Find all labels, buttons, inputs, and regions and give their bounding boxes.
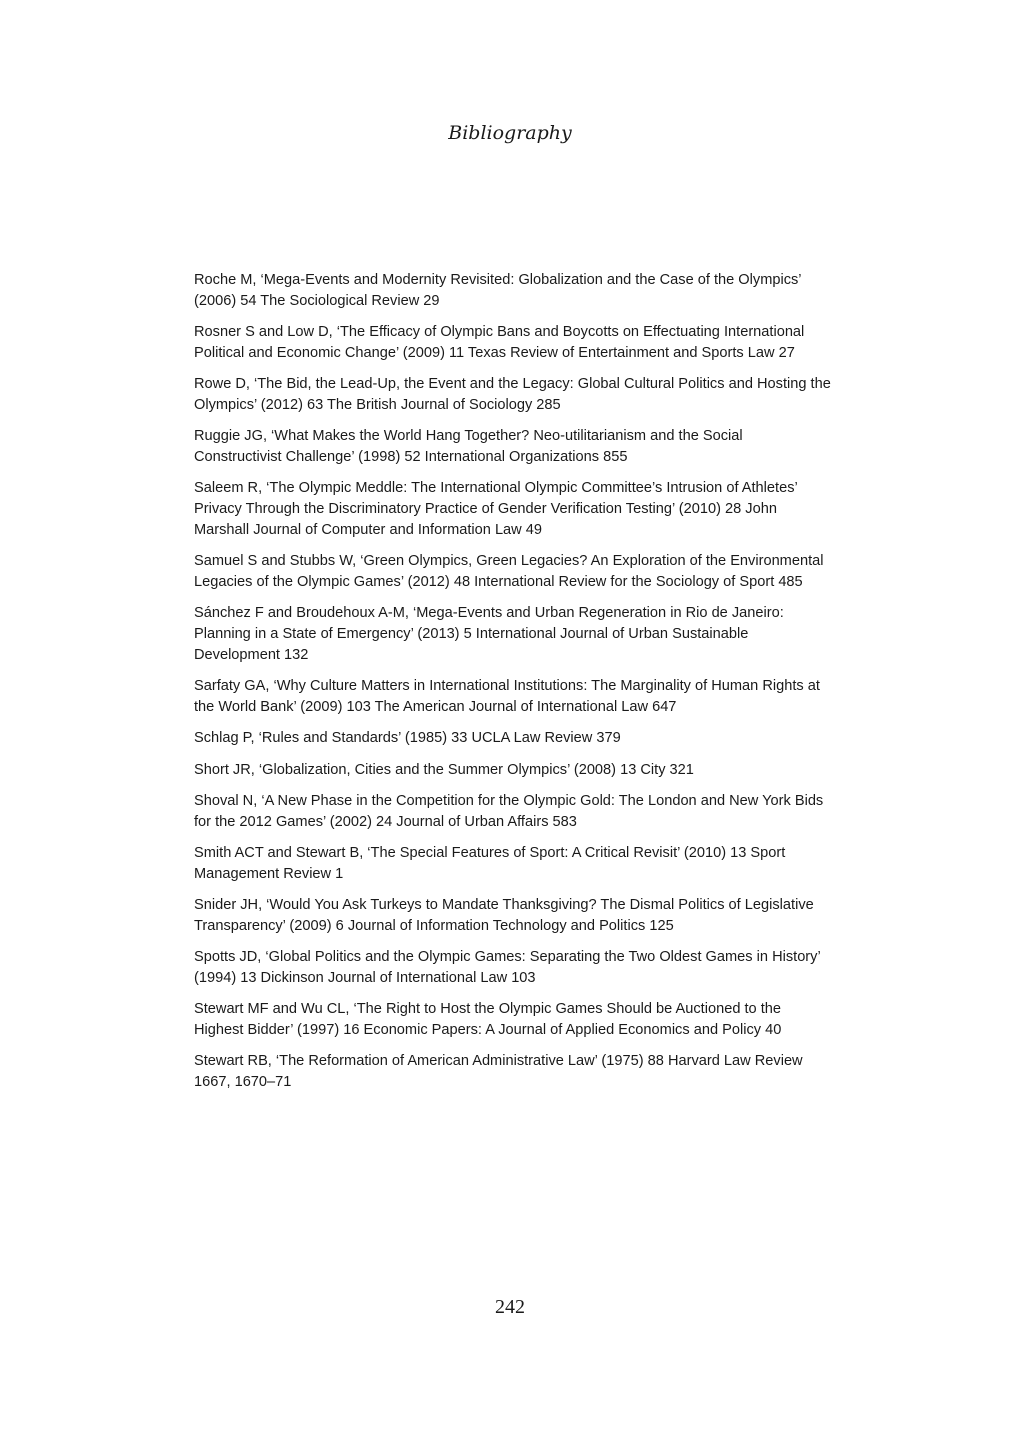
running-title: Bibliography xyxy=(448,122,572,144)
bibliography-list xyxy=(194,270,834,1104)
bibliography-entry: Stewart RB, ‘The Reformation of American Administrative Law’ (1975) 88 Harvard Law Review 1667, 1670–71 xyxy=(194,1053,803,1091)
bibliography-entry: Short JR, ‘Globalization, Cities and the Summer Olympics’ (2008) 13 City 321 xyxy=(194,761,694,778)
bibliography-entry: Saleem R, ‘The Olympic Meddle: The International Olympic Committee’s Intrusion of Athletes’ Privacy Through the Discriminatory Practice of Gender Verification Testing’ (2010) 28 John Marshall Journal of Computer and Information Law 49 xyxy=(194,480,798,538)
bibliography-entry: Sarfaty GA, ‘Why Culture Matters in International Institutions: The Marginality of Human Rights at the World Bank’ (2009) 103 The American Journal of International Law 647 xyxy=(194,678,820,716)
page-number: 242 xyxy=(495,1296,525,1318)
bibliography-entry: Snider JH, ‘Would You Ask Turkeys to Mandate Thanksgiving? The Dismal Politics of Legislative Transparency’ (2009) 6 Journal of Information Technology and Politics 125 xyxy=(194,897,814,934)
bibliography-entry: Rosner S and Low D, ‘The Efficacy of Olympic Bans and Boycotts on Effectuating International Political and Economic Change’ (2009) 11 Texas Review of Entertainment and Sports Law 27 xyxy=(194,324,805,361)
bibliography-entry: Roche M, ‘Mega-Events and Modernity Revisited: Globalization and the Case of the Olympics’ (2006) 54 The Sociological Review 29 xyxy=(194,272,802,309)
bibliography-entry: Stewart MF and Wu CL, ‘The Right to Host the Olympic Games Should be Auctioned to the Highest Bidder’ (1997) 16 Economic Papers: A Journal of Applied Economics and Policy 40 xyxy=(194,1001,782,1039)
bibliography-entry: Schlag P, ‘Rules and Standards’ (1985) 33 UCLA Law Review 379 xyxy=(194,730,621,747)
bibliography-entry: Samuel S and Stubbs W, ‘Green Olympics, Green Legacies? An Exploration of the Environmental Legacies of the Olympic Games’ (2012) 48 International Review for the Sociology of Sport 485 xyxy=(194,553,824,591)
bibliography-entry: Spotts JD, ‘Global Politics and the Olympic Games: Separating the Two Oldest Games in History’ (1994) 13 Dickinson Journal of International Law 103 xyxy=(194,949,821,987)
bibliography-entry: Ruggie JG, ‘What Makes the World Hang Together? Neo-utilitarianism and the Social Constructivist Challenge’ (1998) 52 International Organizations 855 xyxy=(194,428,743,466)
bibliography-entry: Sánchez F and Broudehoux A-M, ‘Mega-Events and Urban Regeneration in Rio de Janeiro: Planning in a State of Emergency’ (2013) 5 International Journal of Urban Sustainable Development 132 xyxy=(194,605,784,663)
bibliography-entry: Shoval N, ‘A New Phase in the Competition for the Olympic Gold: The London and New York Bids for the 2012 Games’ (2002) 24 Journal of Urban Affairs 583 xyxy=(194,792,824,830)
bibliography-entry: Smith ACT and Stewart B, ‘The Special Features of Sport: A Critical Revisit’ (2010) 13 Sport Management Review 1 xyxy=(194,845,786,882)
bibliography-entry: Rowe D, ‘The Bid, the Lead-Up, the Event and the Legacy: Global Cultural Politics and Hosting the Olympics’ (2012) 63 The British Journal of Sociology 285 xyxy=(194,376,831,413)
